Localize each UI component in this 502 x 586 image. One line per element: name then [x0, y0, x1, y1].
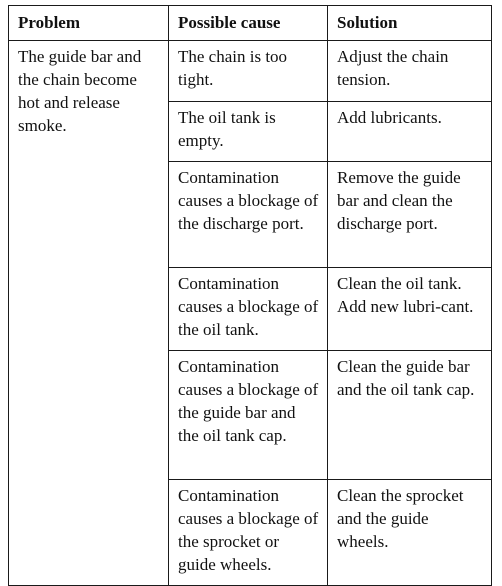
- problem-cell: The guide bar and the chain become hot and release smoke.: [9, 41, 169, 586]
- table-row: [9, 41, 492, 102]
- header-row: [9, 6, 492, 41]
- solution-cell: Add lubricants.: [328, 102, 492, 162]
- table-header: [9, 6, 492, 41]
- solution-cell: Clean the oil tank. Add new lubri-cant.: [328, 268, 492, 351]
- table-body: [9, 41, 492, 586]
- cause-cell: Contamination causes a blockage of the guide bar and the oil tank cap.: [169, 351, 328, 480]
- solution-cell: Clean the guide bar and the oil tank cap.: [328, 351, 492, 480]
- solution-cell: Remove the guide bar and clean the discharge port.: [328, 162, 492, 268]
- cause-cell: The chain is too tight.: [169, 41, 328, 102]
- header-problem: Problem: [9, 6, 169, 41]
- header-possible-cause: Possible cause: [169, 6, 328, 41]
- header-solution: Solution: [328, 6, 492, 41]
- troubleshooting-table: [8, 5, 492, 586]
- cause-cell: Contamination causes a blockage of the sprocket or guide wheels.: [169, 480, 328, 586]
- solution-cell: Clean the sprocket and the guide wheels.: [328, 480, 492, 586]
- cause-cell: The oil tank is empty.: [169, 102, 328, 162]
- solution-cell: Adjust the chain tension.: [328, 41, 492, 102]
- cause-cell: Contamination causes a blockage of the oil tank.: [169, 268, 328, 351]
- cause-cell: Contamination causes a blockage of the discharge port.: [169, 162, 328, 268]
